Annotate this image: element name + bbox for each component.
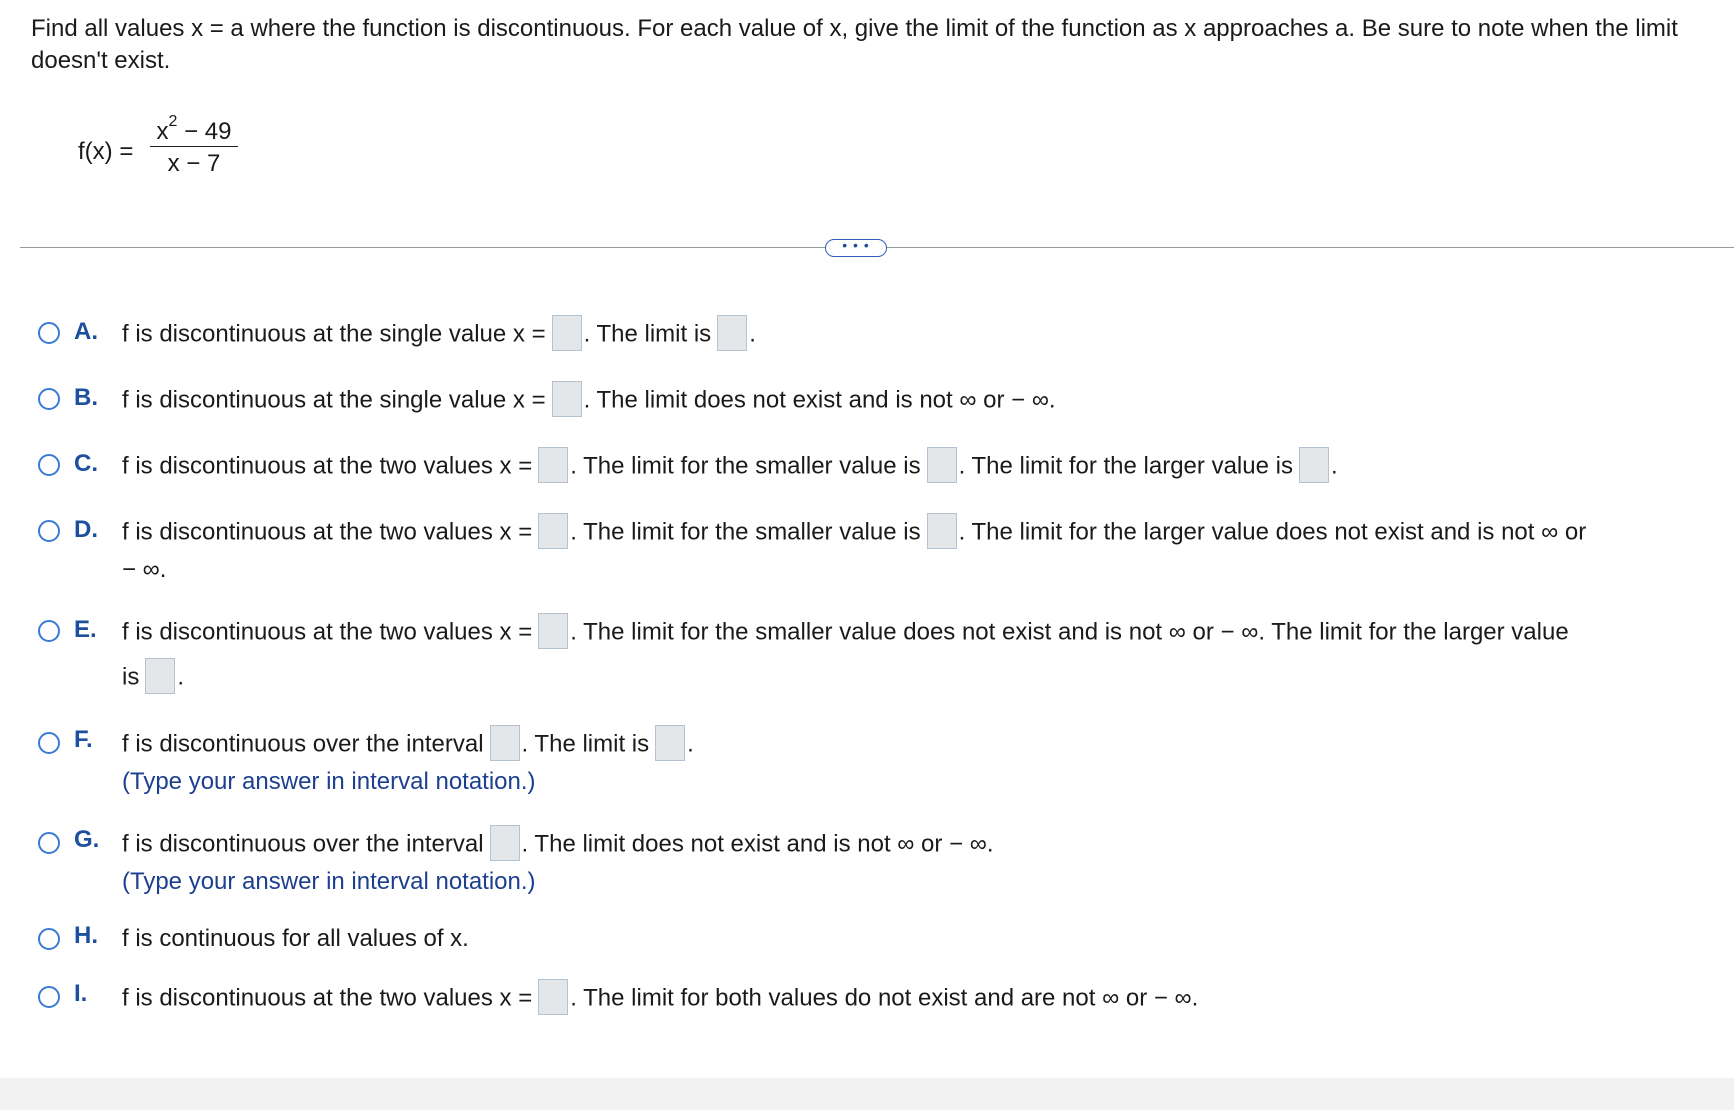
option-letter-i: I. [74,980,88,1007]
radio-a[interactable] [38,322,60,344]
denominator: x − 7 [167,150,221,177]
option-g-text-2: . The limit does not exist and is not ∞ or − ∞. [521,830,994,858]
answer-box-f-limit[interactable] [655,725,685,761]
numerator-rest: − 49 [177,118,232,145]
radio-d[interactable] [38,520,60,542]
option-f-text-2: . The limit is [521,730,650,758]
answer-box-d-x[interactable] [538,513,568,549]
option-i-text-2: . The limit for both values do not exist and are not ∞ or − ∞. [570,984,1199,1012]
question-text: Find all values x = a where the function is discontinuous. For each value of x, give the limit of the function as x approaches a. Be sure to note when the limit doesn't exist. [31,15,1678,74]
answer-box-a-limit[interactable] [717,315,747,351]
answer-box-d-smaller-limit[interactable] [927,513,957,549]
option-e-text-1: f is discontinuous at the two values x = [122,618,533,646]
option-c-line [122,449,1338,485]
option-c-text-3: . The limit for the larger value is [958,452,1293,480]
more-options-button[interactable]: • • • [825,239,887,257]
answer-box-i-x[interactable] [538,979,568,1015]
option-letter-f: F. [74,726,93,753]
option-letter-d: D. [74,516,98,543]
option-a-text-3: . [749,320,756,348]
answer-box-c-smaller-limit[interactable] [927,447,957,483]
option-c-text-1: f is discontinuous at the two values x = [122,452,533,480]
answer-box-c-larger-limit[interactable] [1299,447,1329,483]
numerator [150,108,238,144]
option-f-text-1: f is discontinuous over the interval [122,730,484,758]
option-letter-e: E. [74,616,97,643]
option-letter-h: H. [74,922,98,949]
radio-f[interactable] [38,732,60,754]
option-d-line [122,515,1586,551]
radio-c[interactable] [38,454,60,476]
option-letter-g: G. [74,826,100,853]
function-lhs: f(x) = [78,138,134,165]
numerator-base: x [156,118,169,145]
option-a-text-1: f is discontinuous at the single value x = [122,320,546,348]
answer-box-c-x[interactable] [538,447,568,483]
option-letter-a: A. [74,318,98,345]
option-d-text-3: . The limit for the larger value does not exist and is not ∞ or [958,518,1587,546]
radio-b[interactable] [38,388,60,410]
option-i-line [122,981,1198,1017]
fraction [150,108,238,181]
numerator-exponent: 2 [168,113,178,130]
answer-box-g-interval[interactable] [490,825,520,861]
radio-g[interactable] [38,832,60,854]
option-g-text-1: f is discontinuous over the interval [122,830,484,858]
option-b-line [122,383,1056,419]
option-f-hint: (Type your answer in interval notation.) [122,768,536,795]
option-g-line [122,827,994,863]
option-e-text-2: . The limit for the smaller value does not exist and is not ∞ or − ∞. The limit for the larger value [570,618,1569,646]
option-i-text-1: f is discontinuous at the two values x = [122,984,533,1012]
option-f-line [122,727,694,763]
answer-box-b-x[interactable] [552,381,582,417]
answer-box-a-x[interactable] [552,315,582,351]
option-d-text-2: . The limit for the smaller value is [570,518,921,546]
option-a-text-2: . The limit is [583,320,712,348]
option-b-text-2: . The limit does not exist and is not ∞ or − ∞. [583,386,1056,414]
answer-box-f-interval[interactable] [490,725,520,761]
option-e-text-4: . [177,663,185,691]
option-g-hint: (Type your answer in interval notation.) [122,868,536,895]
answer-box-e-larger-limit[interactable] [145,658,175,694]
option-c-text-2: . The limit for the smaller value is [570,452,921,480]
option-letter-b: B. [74,384,98,411]
option-e-line-2 [122,660,184,696]
option-letter-c: C. [74,450,98,477]
option-d-text-1: f is discontinuous at the two values x = [122,518,533,546]
radio-e[interactable] [38,620,60,642]
option-b-text-1: f is discontinuous at the single value x = [122,386,546,414]
footer-bar [0,1078,1734,1110]
radio-i[interactable] [38,986,60,1008]
option-d-text-4: − ∞. [122,556,167,583]
radio-h[interactable] [38,928,60,950]
option-e-text-3: is [122,663,140,691]
option-a-line [122,317,756,353]
option-c-text-4: . [1330,452,1338,480]
option-h-text-1: f is continuous for all values of x. [122,925,469,952]
answer-box-e-x[interactable] [538,613,568,649]
option-f-text-3: . [687,730,694,758]
option-e-line [122,615,1569,651]
